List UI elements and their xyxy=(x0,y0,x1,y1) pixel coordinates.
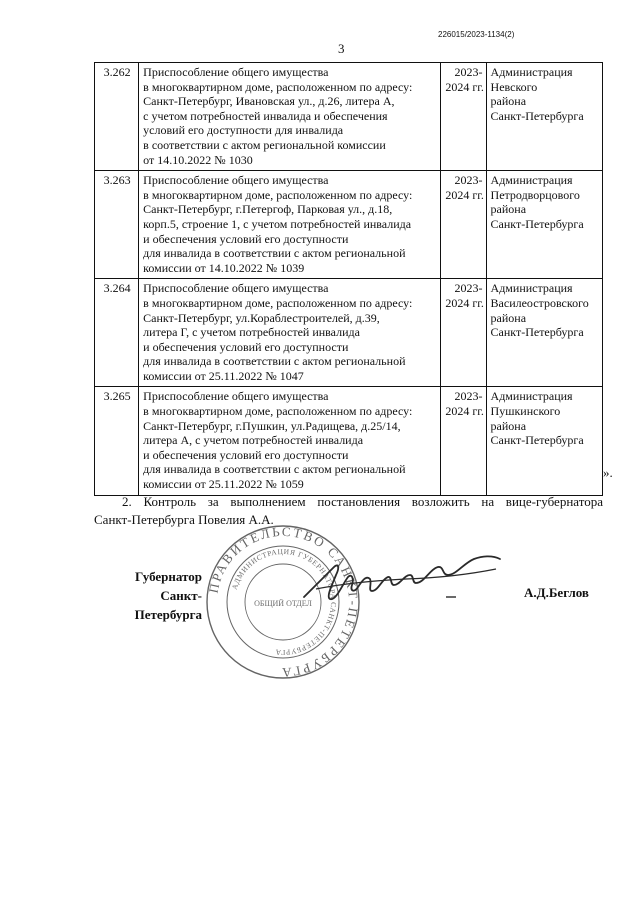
row-period-line: 2024 гг. xyxy=(445,79,484,94)
control-paragraph-line-1: 2. Контроль за выполнением постановления возложить на вице-губернатора xyxy=(122,494,603,509)
row-description-line: комиссии от 25.11.2022 № 1059 xyxy=(143,477,304,492)
row-period xyxy=(441,387,486,495)
row-description-line: в многоквартирном доме, расположенном по адресу: xyxy=(143,187,413,202)
row-description-line: Приспособление общего имущества xyxy=(143,389,329,404)
row-description-line: в многоквартирном доме, расположенном по адресу: xyxy=(143,295,413,310)
row-responsible-line: Петродворцового xyxy=(490,187,580,202)
closing-quote: ». xyxy=(603,465,613,480)
row-description-line: Приспособление общего имущества xyxy=(143,65,329,79)
row-period-line: 2024 гг. xyxy=(445,295,484,310)
row-responsible-line: Пушкинского xyxy=(490,404,561,419)
row-description-line: Санкт-Петербург, г.Петергоф, Парковая ул., д.18, xyxy=(143,202,393,217)
row-description-line: Санкт-Петербург, ул.Кораблестроителей, д.39, xyxy=(143,310,380,325)
row-responsible xyxy=(486,171,602,279)
measures-table xyxy=(94,62,603,496)
control-paragraph-line-2: Санкт-Петербурга Повелия А.А. xyxy=(94,512,274,527)
signatory-title-line-1: Губернатор xyxy=(134,569,202,584)
row-description-line: для инвалида в соответствии с актом региональной xyxy=(143,462,406,477)
row-description-line: литера Г, с учетом потребностей инвалида xyxy=(143,325,360,340)
row-description-line: с учетом потребностей инвалида и обеспечения xyxy=(143,108,388,123)
signatory-name: А.Д.Беглов xyxy=(524,585,589,600)
row-description-line: Приспособление общего имущества xyxy=(143,281,329,296)
stamp-outer-text: ПРАВИТЕЛЬСТВО САНКТ-ПЕТЕРБУРГА xyxy=(205,523,362,681)
row-period-line: 2024 гг. xyxy=(445,404,484,419)
signatory-title-line-2: Санкт-Петербурга xyxy=(134,588,202,622)
row-responsible-line: Администрация xyxy=(490,173,573,188)
row-responsible-line: Администрация xyxy=(490,65,573,79)
handwritten-signature xyxy=(296,545,518,615)
row-description-line: комиссии от 14.10.2022 № 1039 xyxy=(143,260,305,275)
table-row xyxy=(95,63,603,171)
row-period xyxy=(441,63,486,171)
row-description-line: для инвалида в соответствии с актом региональной xyxy=(143,246,406,261)
row-description-line: условий его доступности для инвалида xyxy=(143,123,344,138)
stamp-inner-text: АДМИНИСТРАЦИЯ ГУБЕРНАТОРА САНКТ-ПЕТЕРБУРГА xyxy=(229,546,339,658)
row-description-line: корп.5, строение 1, с учетом потребностей инвалида xyxy=(143,216,412,231)
row-description-line: от 14.10.2022 № 1030 xyxy=(143,152,253,167)
row-number: 3.263 xyxy=(95,171,139,279)
row-responsible-line: района xyxy=(490,310,527,325)
row-responsible xyxy=(486,279,602,387)
row-description-line: Санкт-Петербург, Ивановская ул., д.26, литера А, xyxy=(143,94,395,109)
row-responsible-line: Василеостровского xyxy=(490,295,589,310)
row-responsible-line: Санкт-Петербурга xyxy=(490,216,584,231)
row-description-line: и обеспечения условий его доступности xyxy=(143,231,349,246)
row-responsible-line: Санкт-Петербурга xyxy=(490,433,584,448)
row-period xyxy=(441,279,486,387)
row-description-line: и обеспечения условий его доступности xyxy=(143,447,349,462)
table-row xyxy=(95,387,603,495)
row-description xyxy=(139,63,441,171)
row-description-line: Приспособление общего имущества xyxy=(143,173,329,188)
row-responsible-line: Невского xyxy=(490,79,538,94)
table-row xyxy=(95,171,603,279)
row-responsible xyxy=(486,63,602,171)
row-description-line: и обеспечения условий его доступности xyxy=(143,339,349,354)
row-period-line: 2023- xyxy=(454,281,483,296)
row-number: 3.265 xyxy=(95,387,139,495)
row-responsible-line: Санкт-Петербурга xyxy=(490,108,584,123)
row-responsible-line: Санкт-Петербурга xyxy=(490,325,584,340)
row-responsible-line: района xyxy=(490,418,527,433)
row-period-line: 2024 гг. xyxy=(445,187,484,202)
row-description-line: в соответствии с актом региональной комиссии xyxy=(143,137,386,152)
document-id: 226015/2023-1134(2) xyxy=(438,30,515,39)
row-description-line: в многоквартирном доме, расположенном по адресу: xyxy=(143,404,413,419)
row-description-line: для инвалида в соответствии с актом региональной xyxy=(143,354,406,369)
row-responsible-line: района xyxy=(490,94,527,109)
table-row xyxy=(95,279,603,387)
row-responsible-line: Администрация xyxy=(490,389,573,404)
row-period-line: 2023- xyxy=(454,389,483,404)
row-description xyxy=(139,171,441,279)
row-number: 3.262 xyxy=(95,63,139,171)
row-number: 3.264 xyxy=(95,279,139,387)
stamp-center-text: ОБЩИЙ ОТДЕЛ xyxy=(254,599,312,608)
row-description-line: в многоквартирном доме, расположенном по адресу: xyxy=(143,79,413,94)
signatory-title xyxy=(94,567,202,624)
row-description-line: комиссии от 25.11.2022 № 1047 xyxy=(143,368,304,383)
row-description-line: литера А, с учетом потребностей инвалида xyxy=(143,433,364,448)
row-responsible-line: района xyxy=(490,202,527,217)
row-responsible-line: Администрация xyxy=(490,281,573,296)
row-description-line: Санкт-Петербург, г.Пушкин, ул.Радищева, д.25/14, xyxy=(143,418,401,433)
row-description xyxy=(139,279,441,387)
row-responsible xyxy=(486,387,602,495)
row-period-line: 2023- xyxy=(454,173,483,188)
row-period xyxy=(441,171,486,279)
row-period-line: 2023- xyxy=(454,65,483,79)
page-number: 3 xyxy=(338,41,345,56)
row-description xyxy=(139,387,441,495)
